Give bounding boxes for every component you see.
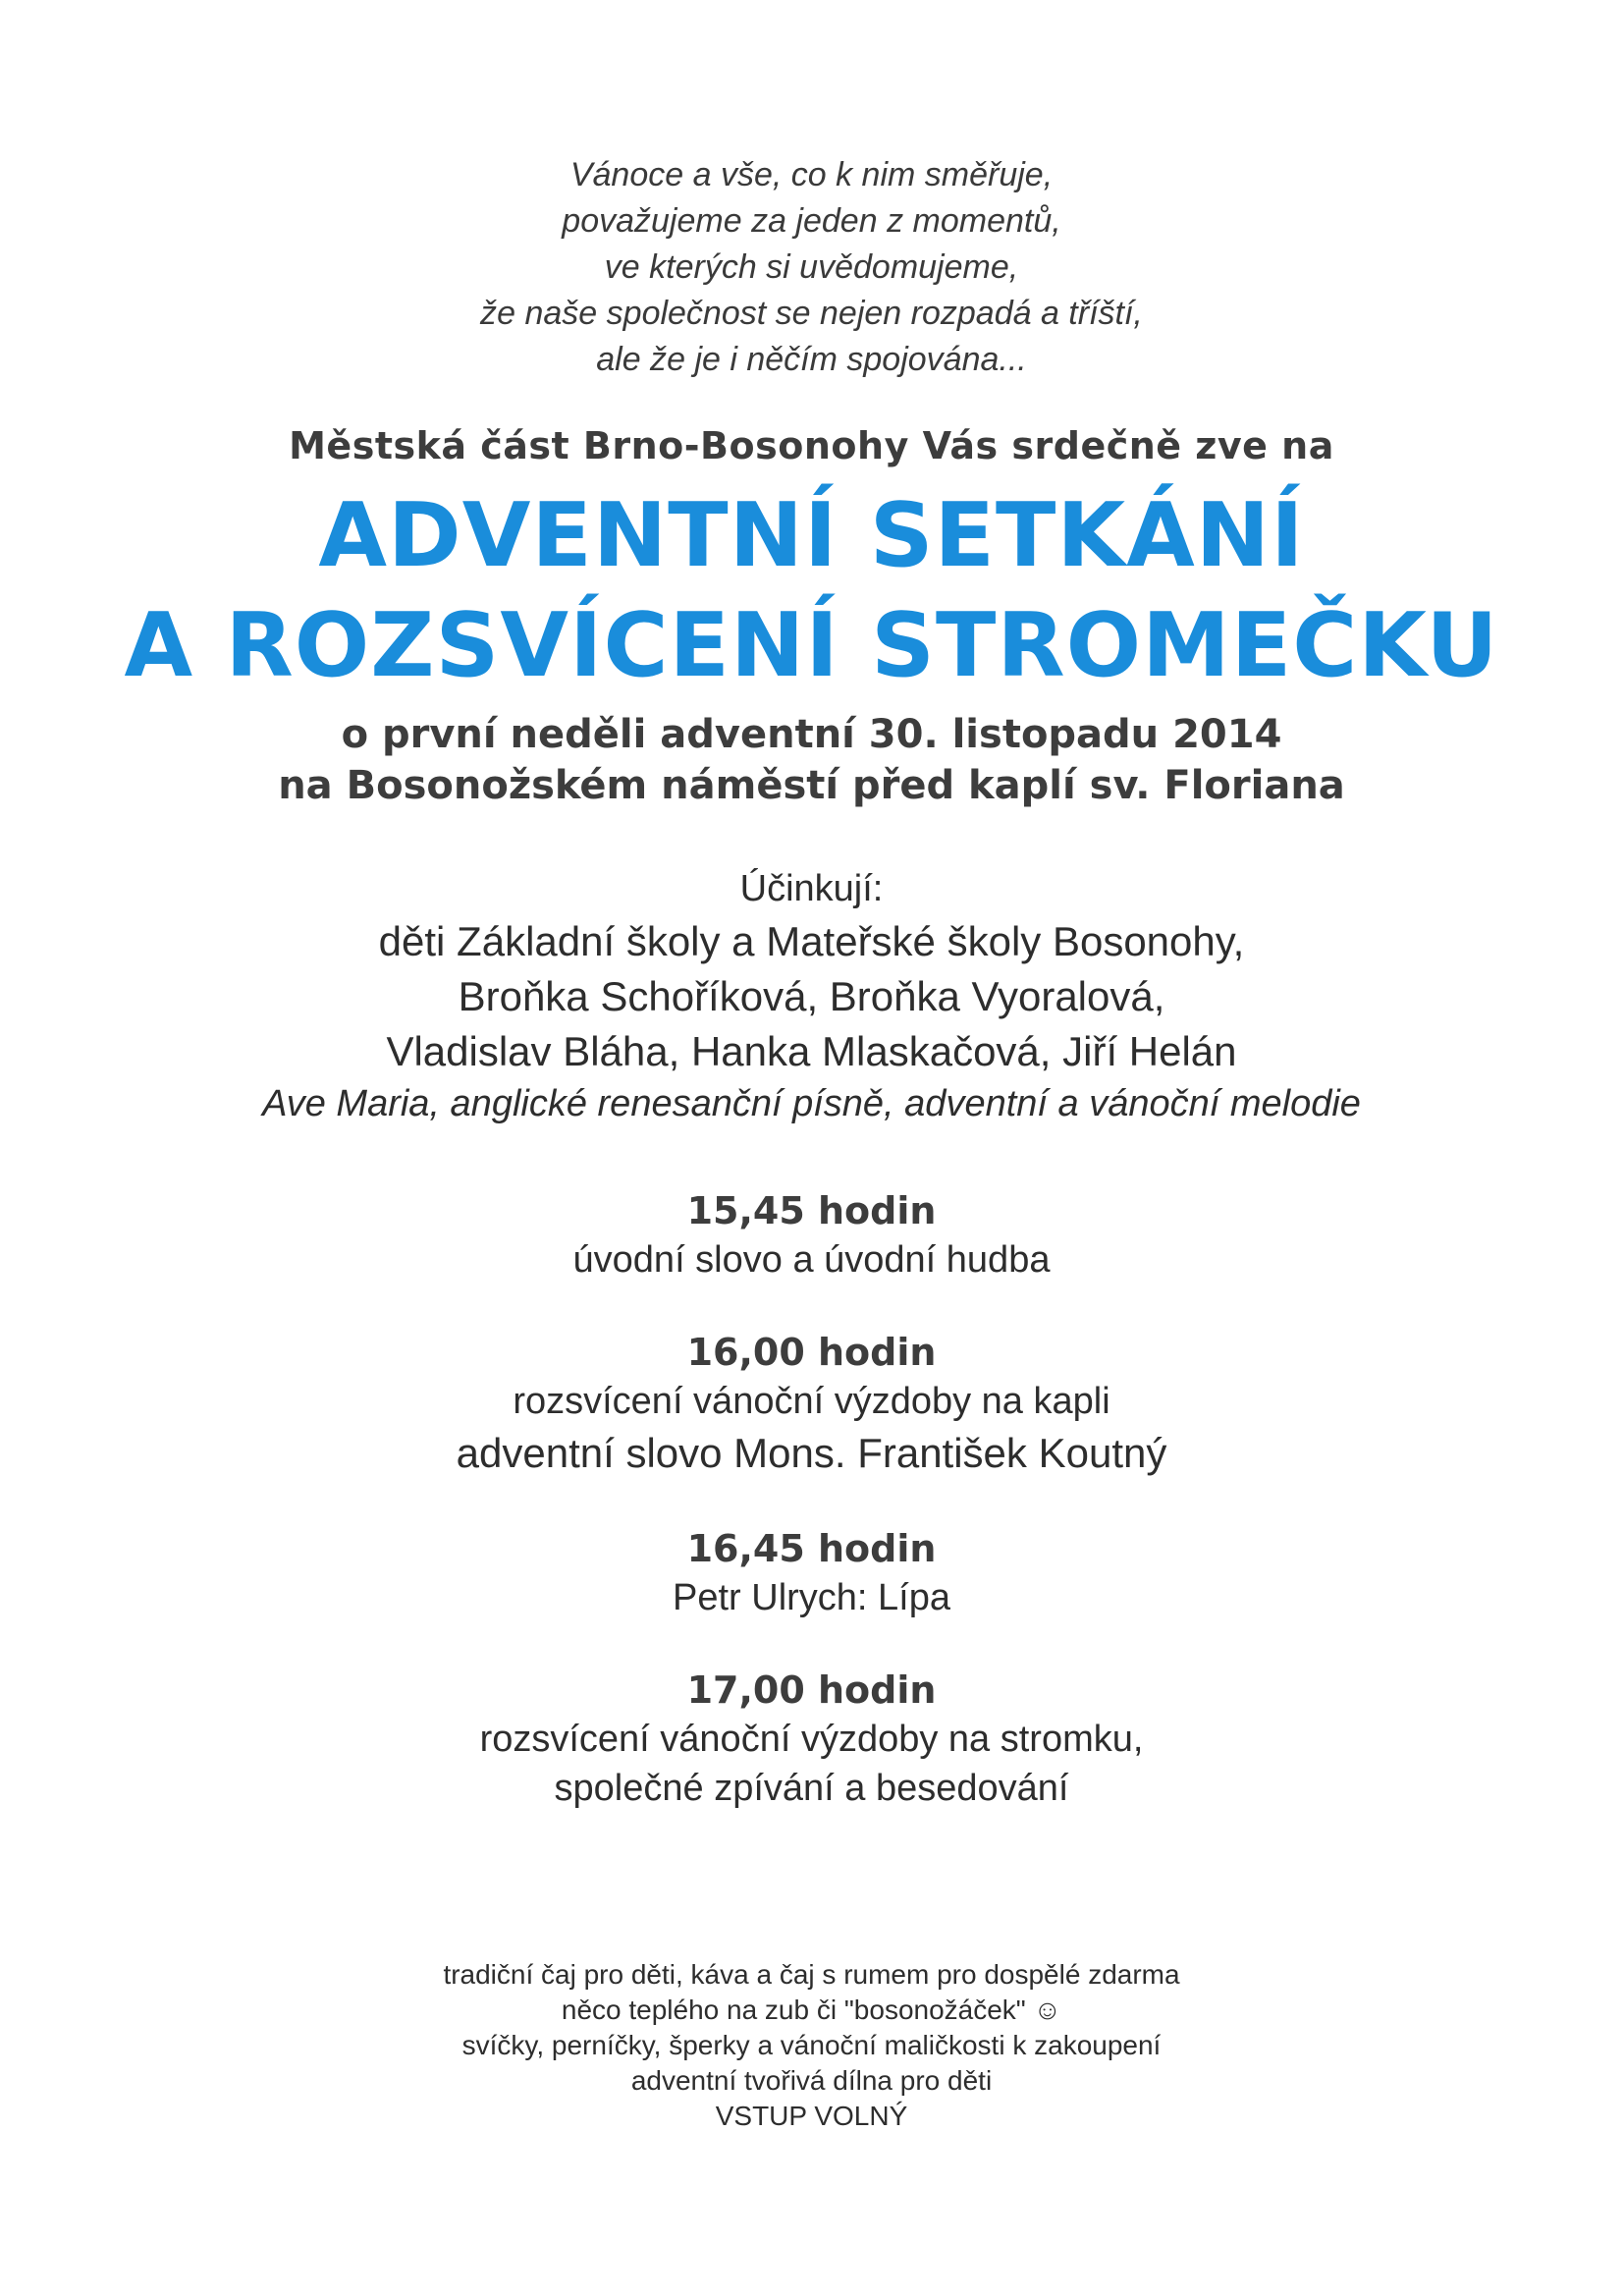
event-place: na Bosonožském náměstí před kaplí sv. Floriana bbox=[278, 763, 1345, 808]
program-time: 17,00 hodin bbox=[686, 1668, 937, 1712]
free-entry: VSTUP VOLNÝ bbox=[715, 2101, 908, 2131]
program-item bbox=[0, 1186, 1623, 1285]
program-item bbox=[0, 1328, 1623, 1481]
program-schedule bbox=[0, 1186, 1623, 1856]
quote-line: že naše společnost se nejen rozpadá a tříští, bbox=[480, 295, 1143, 332]
repertoire-line: Ave Maria, anglické renesanční písně, adventní a vánoční melodie bbox=[262, 1083, 1361, 1124]
program-time: 16,45 hodin bbox=[686, 1527, 937, 1570]
quote-line: Vánoce a vše, co k nim směřuje, bbox=[569, 156, 1054, 193]
performers-heading: Účinkují: bbox=[739, 868, 884, 909]
program-description: úvodní slovo a úvodní hudba bbox=[572, 1239, 1051, 1281]
program-item bbox=[0, 1666, 1623, 1813]
performers-section bbox=[0, 864, 1623, 1128]
quote-line: ale že je i něčím spojována... bbox=[596, 341, 1027, 378]
program-description: rozsvícení vánoční výzdoby na kapli bbox=[513, 1381, 1110, 1422]
event-headline bbox=[0, 481, 1623, 701]
program-time: 16,00 hodin bbox=[686, 1331, 937, 1374]
headline-line-1: ADVENTNÍ SETKÁNÍ bbox=[318, 484, 1305, 587]
performer-line: děti Základní školy a Mateřské školy Bosonohy, bbox=[378, 918, 1245, 964]
program-description: rozsvícení vánoční výzdoby na stromku, bbox=[479, 1719, 1144, 1760]
extras-section bbox=[0, 1957, 1623, 2134]
quote-line: ve kterých si uvědomujeme, bbox=[604, 248, 1019, 286]
headline-line-2: A ROZSVÍCENÍ STROMEČKU bbox=[124, 594, 1499, 697]
program-item bbox=[0, 1524, 1623, 1622]
program-description: adventní slovo Mons. František Koutný bbox=[456, 1430, 1167, 1476]
quote-line: považujeme za jeden z momentů, bbox=[562, 202, 1061, 240]
extras-line: adventní tvořivá dílna pro děti bbox=[630, 2065, 993, 2096]
program-time: 15,45 hodin bbox=[686, 1189, 937, 1232]
event-date-place bbox=[0, 709, 1623, 811]
performer-line: Vladislav Bláha, Hanka Mlaskačová, Jiří Helán bbox=[386, 1028, 1237, 1074]
intro-quote bbox=[0, 152, 1623, 383]
extras-line: svíčky, perníčky, šperky a vánoční maličkosti k zakoupení bbox=[461, 2030, 1162, 2060]
extras-line: něco teplého na zub či "bosonožáček" ☺ bbox=[561, 1995, 1062, 2025]
invitation-line: Městská část Brno-Bosonohy Vás srdečně zve na bbox=[289, 424, 1334, 467]
program-description: společné zpívání a besedování bbox=[554, 1768, 1069, 1809]
extras-line: tradiční čaj pro děti, káva a čaj s rumem pro dospělé zdarma bbox=[443, 1959, 1180, 1990]
performer-line: Broňka Schoříková, Broňka Vyoralová, bbox=[458, 973, 1165, 1019]
program-description: Petr Ulrych: Lípa bbox=[673, 1577, 950, 1618]
event-date: o první neděli adventní 30. listopadu 2014 bbox=[341, 712, 1282, 757]
